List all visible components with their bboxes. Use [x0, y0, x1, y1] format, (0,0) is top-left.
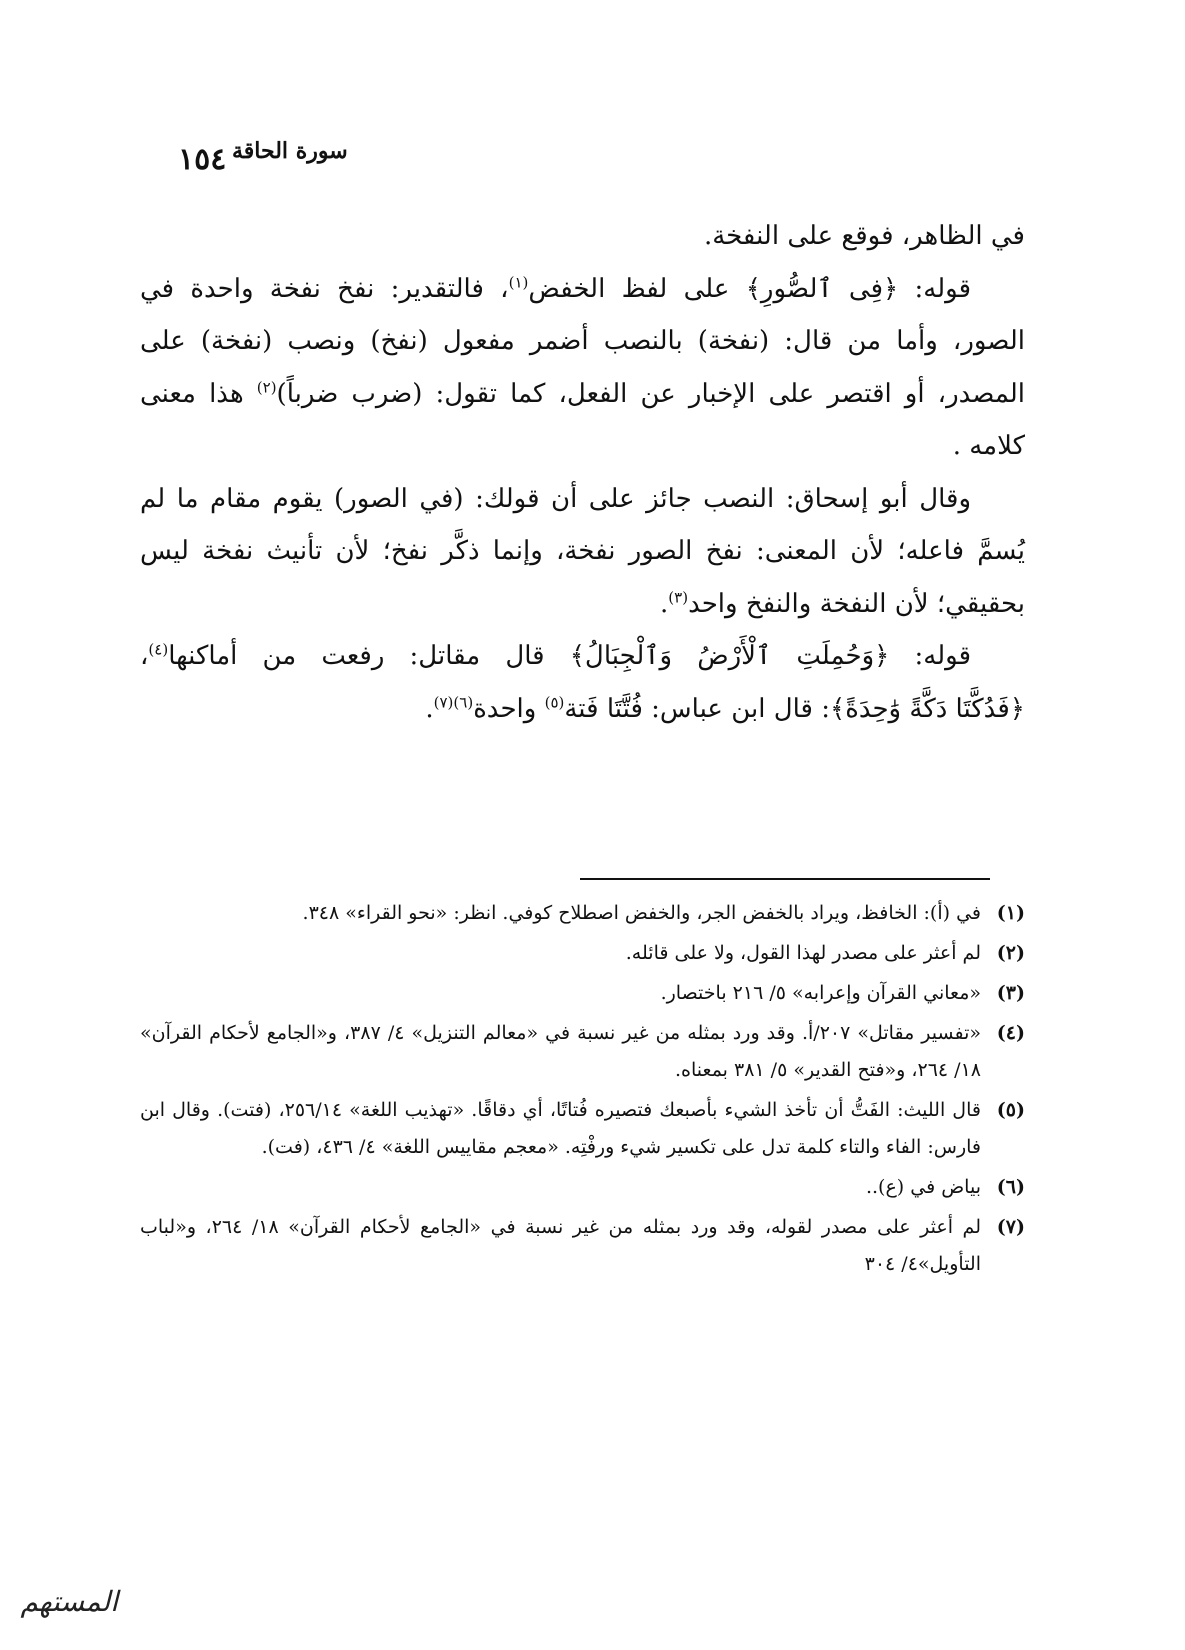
footnote-text: قال الليث: الفَتُّ أن تأخذ الشيء بأصبعك فتصيره فُتاتًا، أي دقاقًا. «تهذيب اللغة» ٢٥٦/١٤، (فتت). وقال ابن فارس: الفاء والتاء كلمة تدل على تكسير شيء ورفْتِه. «معجم مقاييس اللغة» ٤/ ٤٣٦، (فت).	[140, 1099, 981, 1158]
text-span: على لفظ الخفض	[528, 273, 746, 304]
footnote-ref-7[interactable]: (٧)	[433, 692, 454, 711]
footnote-number: (٦)	[996, 1176, 1025, 1198]
footnote-text: «معاني القرآن وإعرابه» ٥/ ٢١٦ باختصار.	[660, 982, 981, 1004]
paragraph-2	[140, 263, 1025, 473]
footnote-ref-4[interactable]: (٤)	[148, 640, 169, 659]
footnote-item	[140, 895, 1025, 932]
text-span: وقال أبو إسحاق: النصب جائز على أن قولك: (في الصور) يقوم مقام ما لم يُسمَّ فاعله؛ لأن المعنى: نفخ الصور نفخة، وإنما ذكَّر نفخ؛ لأن تأنيث نفخة ليس بحقيقي؛ لأن النفخة والنفخ واحد	[140, 483, 1025, 619]
footnote-ref-6[interactable]: (٦)	[453, 692, 474, 711]
surah-title: سورة الحاقة	[232, 138, 348, 164]
footnote-item	[140, 975, 1025, 1012]
quran-verse: ﴿وَحُمِلَتِ ٱلْأَرْضُ وَٱلْجِبَالُ﴾	[569, 641, 890, 671]
text-span: قوله:	[889, 641, 972, 671]
text-span: : قال ابن عباس: فُتَّتَا فَتة	[564, 693, 830, 724]
text-span: هذا معنى كلامه .	[140, 378, 1025, 461]
paragraph-3	[140, 473, 1025, 631]
footnote-ref-5[interactable]: (٥)	[544, 692, 565, 711]
footnote-ref-2[interactable]: (٢)	[256, 377, 277, 396]
text-span: ، فالتقدير: نفخ نفخة واحدة في الصور، وأما من قال: (نفخة) بالنصب أضمر مفعول (نفخ) ونصب (نفخة) على المصدر، أو اقتصر على الإخبار عن الفعل، كما تقول: (ضرب ضرباً)	[140, 273, 1025, 409]
footnote-ref-3[interactable]: (٣)	[668, 587, 689, 606]
footnote-item	[140, 1169, 1025, 1206]
page-number: ١٥٤	[178, 142, 227, 177]
text-span: .	[425, 693, 434, 724]
footnote-number: (٣)	[996, 982, 1025, 1004]
footnote-number: (٢)	[996, 942, 1025, 964]
text-span: قوله:	[898, 273, 971, 304]
text-span: واحدة	[473, 693, 545, 724]
main-text	[140, 210, 1025, 735]
footnote-text: بياض في (ع)..	[865, 1176, 981, 1198]
text-span: .	[660, 588, 669, 619]
footnote-item	[140, 1209, 1025, 1283]
footnote-text: لم أعثر على مصدر لهذا القول، ولا على قائله.	[625, 942, 981, 964]
paragraph-1: في الظاهر، فوقع على النفخة.	[703, 221, 1025, 251]
text-span: ،	[140, 641, 149, 671]
paragraph-4	[140, 630, 1025, 735]
footnote-item	[140, 1015, 1025, 1089]
footnote-item	[140, 935, 1025, 972]
quran-verse: ﴿فَدُكَّتَا دَكَّةً وَٰحِدَةً﴾	[829, 693, 1025, 724]
footnote-text: «تفسير مقاتل» ٢٠٧/أ. وقد ورد بمثله من غير نسبة في «معالم التنزيل» ٤/ ٣٨٧، و«الجامع لأحكام القرآن» ١٨/ ٢٦٤، و«فتح القدير» ٥/ ٣٨١ بمعناه.	[140, 1022, 981, 1081]
footnote-ref-1[interactable]: (١)	[508, 272, 529, 291]
footnote-text: في (أ): الخافظ، ويراد بالخفض الجر، والخفض اصطلاح كوفي. انظر: «نحو القراء» ٣٤٨.	[302, 902, 981, 924]
footnote-item	[140, 1092, 1025, 1166]
footnote-number: (١)	[996, 902, 1025, 924]
publisher-logo: المستهم	[20, 1585, 118, 1618]
footnote-text: لم أعثر على مصدر لقوله، وقد ورد بمثله من غير نسبة في «الجامع لأحكام القرآن» ١٨/ ٢٦٤، و«لباب التأويل»٤/ ٣٠٤	[140, 1216, 981, 1275]
footnote-number: (٧)	[996, 1216, 1025, 1238]
footnote-number: (٤)	[996, 1022, 1025, 1044]
footnotes	[140, 895, 1025, 1286]
footnote-divider	[580, 878, 990, 880]
quran-verse: ﴿فِى ٱلصُّورِ﴾	[745, 273, 899, 304]
text-span: قال مقاتل: رفعت من أماكنها	[168, 641, 570, 671]
footnote-number: (٥)	[996, 1099, 1025, 1121]
